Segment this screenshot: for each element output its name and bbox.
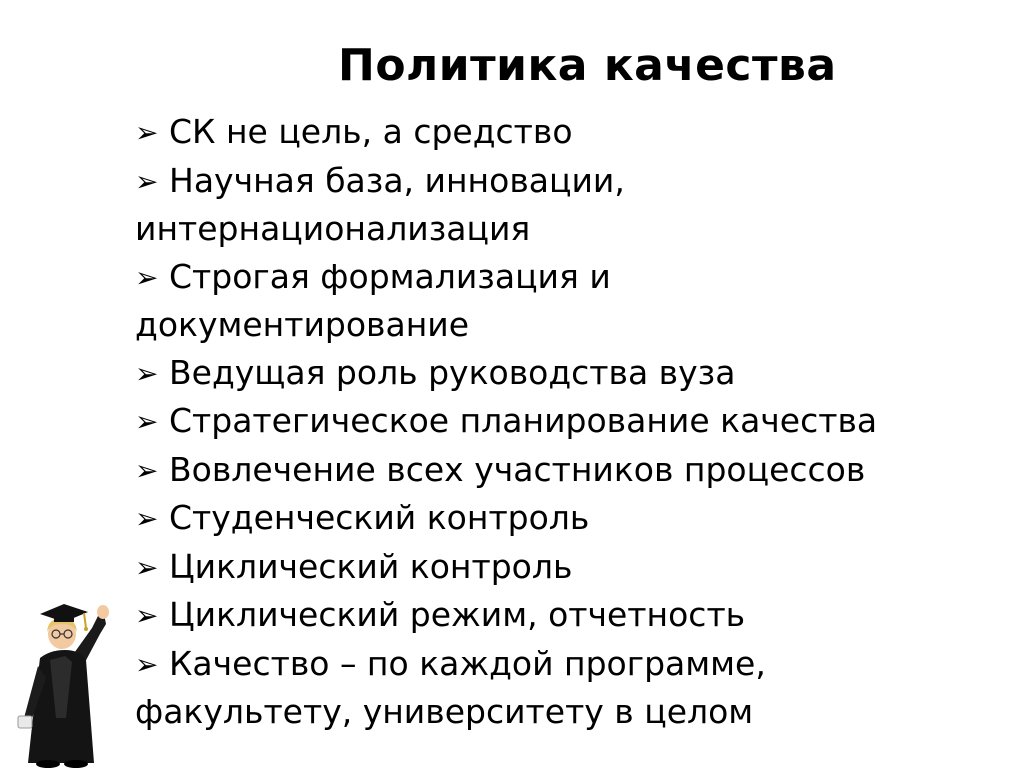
bullet-text: Циклический контроль bbox=[169, 546, 573, 586]
bullet-item bbox=[135, 494, 1015, 543]
title-area bbox=[0, 0, 1024, 110]
graduate-figure-icon bbox=[10, 598, 120, 768]
bullet-item bbox=[135, 543, 1015, 592]
arrow-bullet-icon: ➢ bbox=[135, 116, 159, 149]
bullet-item bbox=[135, 397, 1015, 446]
bullet-text-continuation: документирование bbox=[135, 305, 470, 344]
bullet-item bbox=[135, 446, 1015, 495]
bullet-item bbox=[135, 640, 1015, 736]
bullet-text: Строгая формализация и bbox=[169, 256, 611, 296]
bullet-text: Качество – по каждой программе, bbox=[169, 643, 766, 683]
bullet-text: Вовлечение всех участников процессов bbox=[169, 449, 866, 489]
bullet-item bbox=[135, 108, 1015, 157]
arrow-bullet-icon: ➢ bbox=[135, 453, 159, 487]
arrow-bullet-icon: ➢ bbox=[135, 356, 159, 390]
arrow-bullet-icon: ➢ bbox=[135, 405, 159, 438]
arrow-bullet-icon: ➢ bbox=[135, 502, 159, 535]
slide-title: Политика качества bbox=[338, 40, 837, 91]
arrow-bullet-icon: ➢ bbox=[135, 647, 159, 681]
bullet-text: СК не цель, а средство bbox=[169, 112, 573, 151]
bullet-text: Циклический режим, отчетность bbox=[169, 595, 746, 634]
bullet-list bbox=[135, 108, 1015, 736]
bullet-text: Научная база, инновации, bbox=[169, 160, 625, 200]
bullet-item bbox=[135, 253, 1015, 349]
bullet-text-continuation: факультету, университету в целом bbox=[135, 692, 754, 731]
bullet-text-continuation: интернационализация bbox=[135, 209, 531, 248]
arrow-bullet-icon: ➢ bbox=[135, 550, 159, 584]
bullet-item bbox=[135, 349, 1015, 398]
bullet-text: Ведущая роль руководства вуза bbox=[169, 352, 736, 392]
bullet-item bbox=[135, 591, 1015, 640]
arrow-bullet-icon: ➢ bbox=[135, 599, 159, 632]
bullet-item bbox=[135, 157, 1015, 253]
arrow-bullet-icon: ➢ bbox=[135, 164, 159, 198]
arrow-bullet-icon: ➢ bbox=[135, 260, 159, 294]
bullet-text: Стратегическое планирование качества bbox=[169, 401, 878, 440]
bullet-text: Студенческий контроль bbox=[169, 498, 590, 537]
